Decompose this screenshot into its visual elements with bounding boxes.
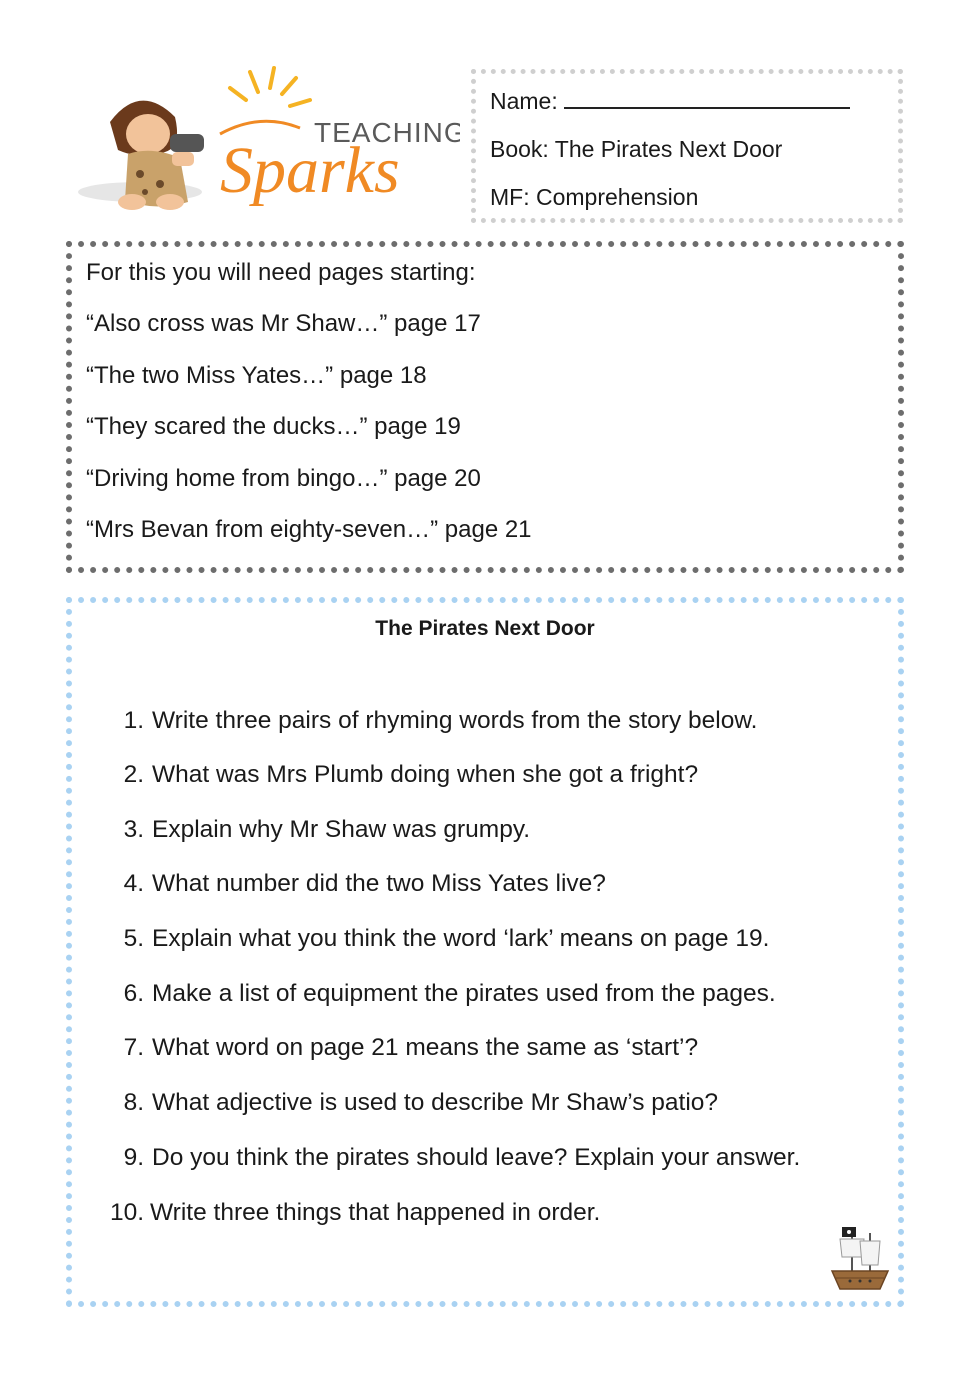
question-number: 3. [123, 816, 144, 843]
question-text: What word on page 21 means the same as ‘start’? [152, 1034, 699, 1061]
question-number: 7. [123, 1034, 144, 1061]
question-text: Explain why Mr Shaw was grumpy. [152, 816, 531, 843]
question-text: Do you think the pirates should leave? Explain your answer. [152, 1144, 801, 1171]
question-item [114, 1144, 800, 1172]
logo-teaching-text: TEACHING [314, 117, 460, 148]
page-reference: “They scared the ducks…” page 19 [86, 413, 461, 440]
question-item [114, 816, 530, 844]
question-item [114, 1034, 698, 1062]
question-number: 1. [123, 707, 144, 734]
question-item [114, 925, 769, 953]
question-text: Write three pairs of rhyming words from the story below. [152, 707, 758, 734]
question-item [114, 870, 606, 898]
question-item [104, 1199, 600, 1227]
questions-title: The Pirates Next Door [375, 617, 595, 640]
name-label: Name: [490, 88, 558, 114]
question-text: Write three things that happened in order. [150, 1199, 601, 1226]
question-text: What adjective is used to describe Mr Shaw’s patio? [152, 1089, 719, 1116]
question-number: 6. [123, 980, 144, 1007]
question-number: 4. [123, 870, 144, 897]
book-label: Book: The Pirates Next Door [490, 136, 783, 162]
question-item [114, 707, 757, 735]
question-number: 9. [123, 1144, 144, 1171]
page-reference: “Mrs Bevan from eighty-seven…” page 21 [86, 516, 532, 543]
question-text: What was Mrs Plumb doing when she got a fright? [152, 761, 699, 788]
pages-intro: For this you will need pages starting: [86, 259, 476, 286]
logo-arc [220, 121, 300, 134]
page-reference: “The two Miss Yates…” page 18 [86, 362, 427, 389]
question-number: 5. [123, 925, 144, 952]
name-field[interactable] [564, 89, 850, 109]
pirate-ship-icon [830, 1223, 890, 1295]
sun-rays-icon [230, 68, 310, 106]
question-text: Explain what you think the word ‘lark’ means on page 19. [152, 925, 770, 952]
question-item [114, 980, 776, 1008]
page-reference: “Also cross was Mr Shaw…” page 17 [86, 310, 481, 337]
question-text: Make a list of equipment the pirates used from the pages. [152, 980, 776, 1007]
question-item [114, 761, 698, 789]
student-info-box [471, 69, 903, 223]
question-number: 10. [109, 1199, 144, 1226]
pages-needed-box [66, 241, 904, 573]
question-number: 8. [123, 1089, 144, 1116]
teaching-sparks-logo [70, 62, 460, 222]
questions-box [66, 597, 904, 1307]
page-reference: “Driving home from bingo…” page 20 [86, 465, 481, 492]
name-row [490, 88, 850, 115]
question-text: What number did the two Miss Yates live? [152, 870, 606, 897]
question-number: 2. [123, 761, 144, 788]
question-item [114, 1089, 718, 1117]
logo-sparks-text: Sparks [220, 134, 400, 207]
mf-label: MF: Comprehension [490, 184, 699, 210]
question-list [72, 603, 898, 1301]
